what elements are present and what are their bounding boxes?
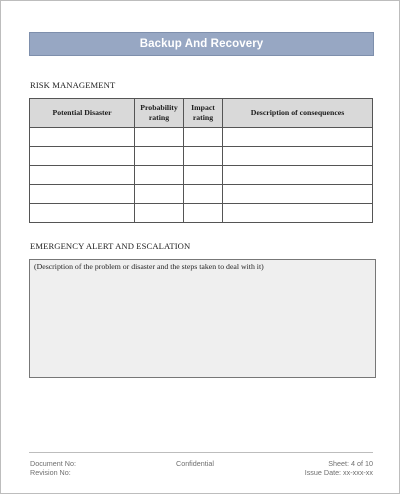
- table-cell[interactable]: [223, 204, 373, 223]
- risk-management-heading: RISK MANAGEMENT: [30, 80, 116, 90]
- revision-no-label: Revision No:: [30, 468, 71, 477]
- table-cell[interactable]: [184, 204, 223, 223]
- table-cell[interactable]: [223, 147, 373, 166]
- risk-table-header-row: [30, 99, 373, 128]
- table-cell[interactable]: [30, 128, 135, 147]
- table-row: [30, 185, 373, 204]
- emergency-alert-heading: EMERGENCY ALERT AND ESCALATION: [30, 241, 191, 251]
- table-cell[interactable]: [135, 166, 184, 185]
- table-cell[interactable]: [135, 147, 184, 166]
- table-cell[interactable]: [30, 185, 135, 204]
- table-cell[interactable]: [184, 147, 223, 166]
- table-cell[interactable]: [223, 166, 373, 185]
- table-row: [30, 147, 373, 166]
- table-cell[interactable]: [30, 147, 135, 166]
- table-cell[interactable]: [223, 128, 373, 147]
- title-bar: [29, 32, 374, 56]
- table-cell[interactable]: [135, 185, 184, 204]
- table-cell[interactable]: [135, 128, 184, 147]
- table-cell[interactable]: [30, 204, 135, 223]
- header-impact-rating: Impact rating: [184, 99, 223, 128]
- risk-table: [29, 98, 373, 223]
- table-cell[interactable]: [223, 185, 373, 204]
- table-row: [30, 204, 373, 223]
- header-probability-rating: Probability rating: [135, 99, 184, 128]
- sheet-number: Sheet: 4 of 10: [328, 459, 373, 468]
- header-description-of-consequences: Description of consequences: [223, 99, 373, 128]
- table-row: [30, 128, 373, 147]
- table-cell[interactable]: [30, 166, 135, 185]
- footer-divider: [29, 452, 373, 453]
- table-cell[interactable]: [135, 204, 184, 223]
- table-cell[interactable]: [184, 128, 223, 147]
- issue-date: Issue Date: xx-xxx-xx: [304, 468, 373, 477]
- document-no-label: Document No:: [30, 459, 76, 468]
- header-potential-disaster: Potential Disaster: [30, 99, 135, 128]
- emergency-description-box[interactable]: [29, 259, 376, 378]
- classification-label: Confidential: [176, 459, 214, 468]
- table-cell[interactable]: [184, 166, 223, 185]
- emergency-description-text: (Description of the problem or disaster and the steps taken to deal with it): [34, 262, 264, 271]
- table-row: [30, 166, 373, 185]
- table-cell[interactable]: [184, 185, 223, 204]
- document-title: Backup And Recovery: [139, 38, 264, 50]
